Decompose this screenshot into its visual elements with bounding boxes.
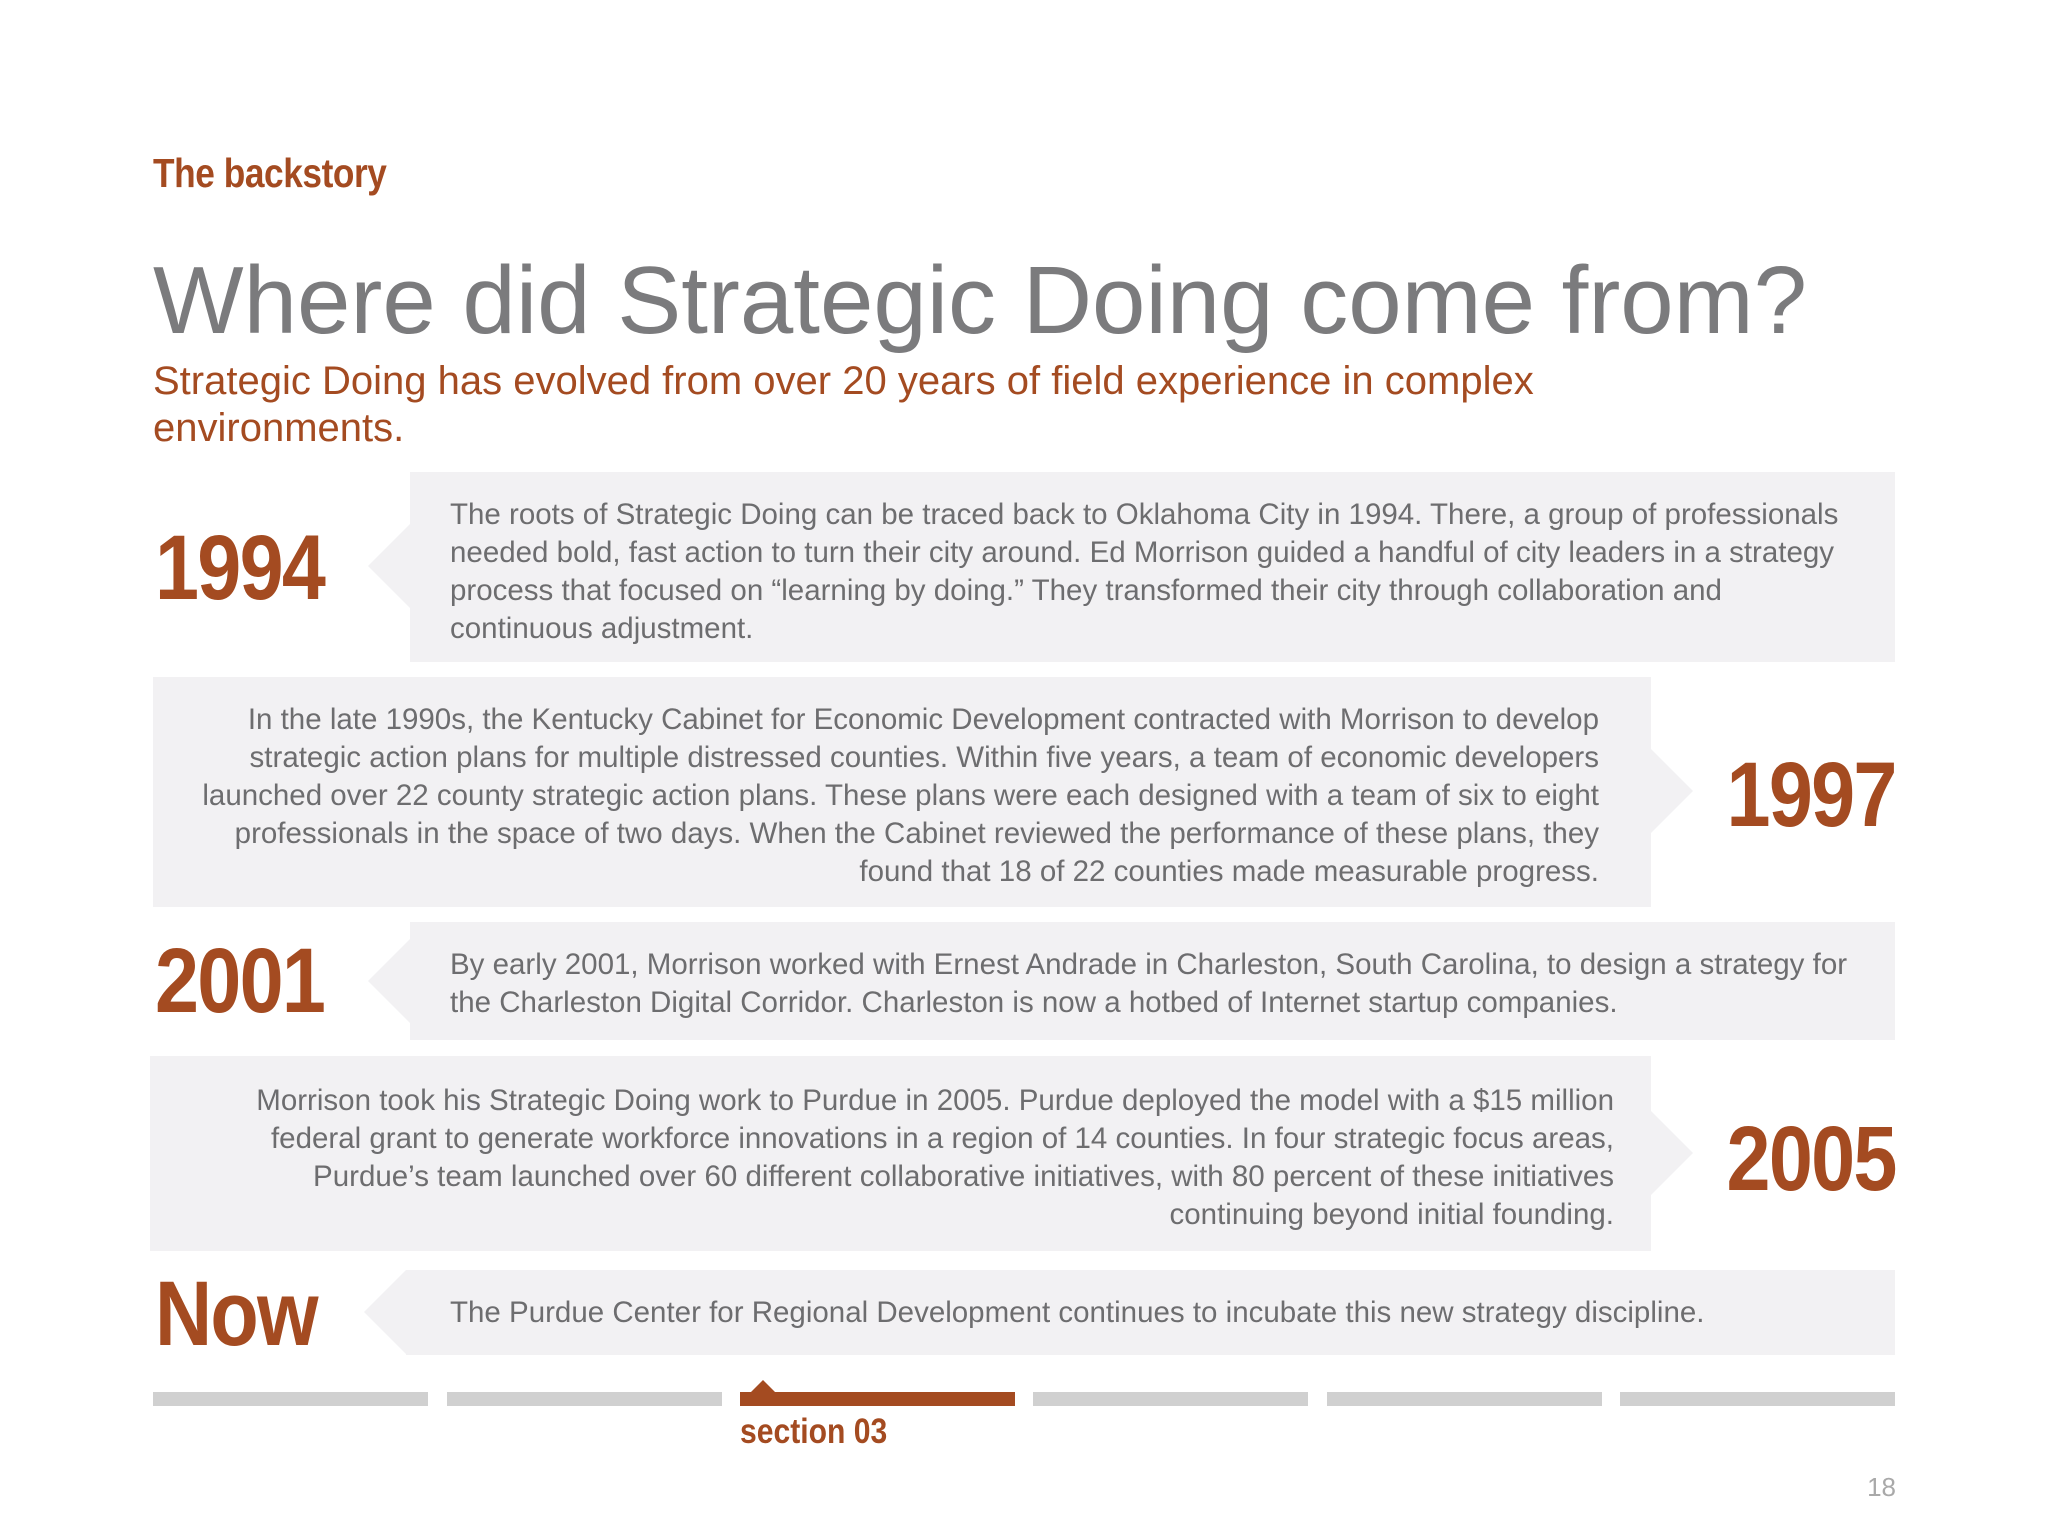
section-kicker: The backstory <box>153 150 387 196</box>
timeline-pointer <box>368 939 410 1023</box>
timeline-pointer <box>1651 749 1693 833</box>
section-nav-05[interactable] <box>1327 1392 1602 1406</box>
timeline-pointer <box>368 524 410 608</box>
timeline-text: Morrison took his Strategic Doing work to Purdue in 2005. Purdue deployed the model with a $15 million federal grant to generate workforce innovations in a region of 14 counties. In four strategic focus areas, Purdue’s team launched over 60 different collaborative initiatives, with 80 percent of these initiatives continuing beyond initial founding. <box>256 1084 1614 1231</box>
timeline-year-2001: 2001 <box>155 930 325 1032</box>
timeline-year-1997: 1997 <box>1726 744 1896 846</box>
active-section-caret-icon <box>750 1380 776 1393</box>
section-nav-06[interactable] <box>1620 1392 1895 1406</box>
timeline-year-now: Now <box>155 1263 317 1365</box>
section-nav-01[interactable] <box>153 1392 428 1406</box>
timeline-year-2005: 2005 <box>1726 1108 1896 1210</box>
timeline-text: The roots of Strategic Doing can be traced back to Oklahoma City in 1994. There, a group of professionals needed bold, fast action to turn their city around. Ed Morrison guided a handful of city leaders in a strategy process that focused on “learning by doing.” They transformed their city through collaboration and continuous adjustment. <box>450 498 1839 645</box>
section-nav-02[interactable] <box>447 1392 722 1406</box>
timeline-text: In the late 1990s, the Kentucky Cabinet for Economic Development contracted with Morrison to develop strategic action plans for multiple distressed counties. Within five years, a team of economic developers launched over 22 county strategic action plans. These plans were each designed with a team of six to eight professionals in the space of two days. When the Cabinet reviewed the performance of these plans, they found that 18 of 22 counties made measurable progress. <box>202 703 1599 888</box>
timeline-text: The Purdue Center for Regional Development continues to incubate this new strategy discipline. <box>450 1296 1705 1329</box>
timeline-entry-1997 <box>153 677 1651 907</box>
section-label: section 03 <box>740 1412 888 1451</box>
page-subtitle: Strategic Doing has evolved from over 20 years of field experience in complex environments. <box>153 359 1534 450</box>
timeline-entry-1994 <box>410 472 1895 662</box>
page-number: 18 <box>1867 1472 1896 1502</box>
timeline-year-1994: 1994 <box>155 517 325 619</box>
timeline-entry-now <box>406 1270 1895 1355</box>
page-title: Where did Strategic Doing come from? <box>153 247 1808 354</box>
section-nav-04[interactable] <box>1033 1392 1308 1406</box>
timeline-entry-2001 <box>410 922 1895 1040</box>
timeline-pointer <box>364 1270 406 1354</box>
section-nav-03-active[interactable] <box>740 1392 1015 1406</box>
timeline-pointer <box>1651 1111 1693 1195</box>
timeline-text: By early 2001, Morrison worked with Ernest Andrade in Charleston, South Carolina, to design a strategy for the Charleston Digital Corridor. Charleston is now a hotbed of Internet startup companies. <box>450 948 1848 1019</box>
timeline-entry-2005 <box>150 1056 1651 1251</box>
